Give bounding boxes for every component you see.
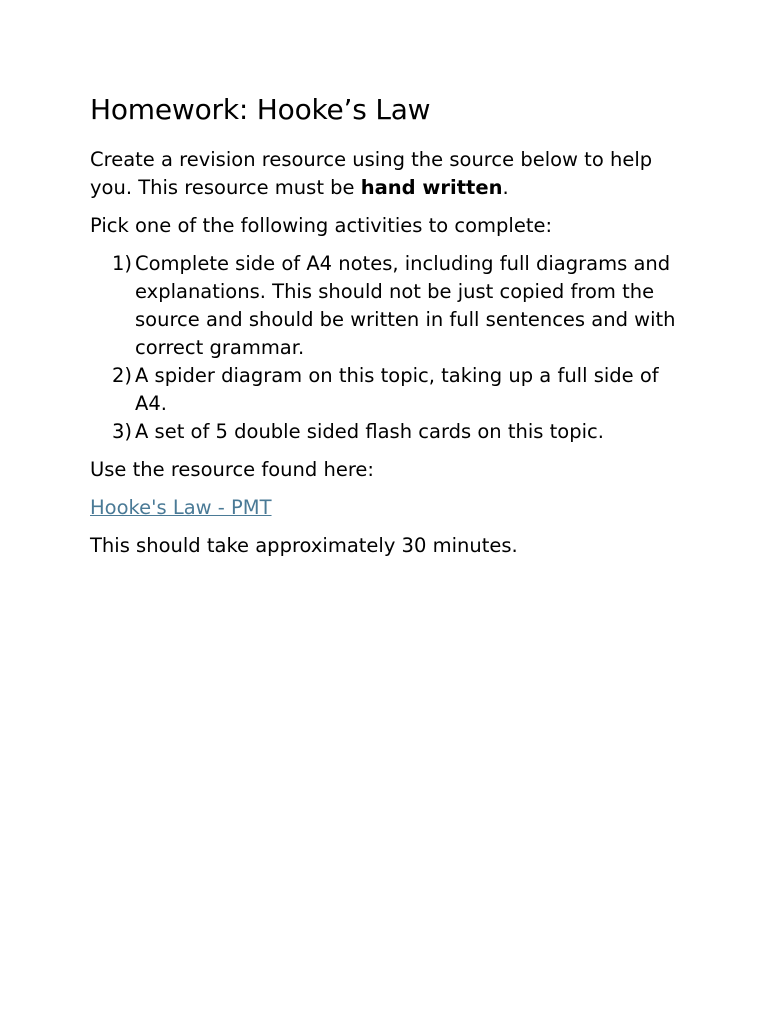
pick-instruction: Pick one of the following activities to complete: bbox=[90, 214, 553, 237]
resource-instruction: Use the resource found here: bbox=[90, 458, 374, 481]
list-item-number: 3) bbox=[112, 420, 133, 443]
list-item bbox=[90, 250, 690, 362]
activity-list bbox=[90, 250, 690, 446]
duration-note: This should take approximately 30 minutes. bbox=[90, 534, 518, 557]
link-paragraph bbox=[90, 494, 690, 522]
list-item-number: 1) bbox=[112, 252, 133, 275]
intro-bold-text: hand written bbox=[360, 176, 503, 199]
intro-paragraph bbox=[90, 146, 690, 202]
intro-text: Create a revision resource using the source below to help you. This resource must be bbox=[90, 148, 653, 199]
resource-link[interactable]: Hooke's Law - PMT bbox=[90, 496, 272, 519]
page-title: Homework: Hooke’s Law bbox=[90, 93, 431, 126]
list-item bbox=[90, 418, 690, 446]
list-item-number: 2) bbox=[112, 364, 133, 387]
intro-end-text: . bbox=[502, 176, 509, 199]
list-item bbox=[90, 362, 690, 418]
document-page bbox=[90, 92, 690, 560]
list-item-text: A set of 5 double sided flash cards on this topic. bbox=[135, 420, 604, 443]
list-item-text: Complete side of A4 notes, including full diagrams and explanations. This should not be just copied from the source and should be written in full sentences and with correct grammar. bbox=[135, 252, 676, 359]
list-item-text: A spider diagram on this topic, taking up a full side of A4. bbox=[135, 364, 659, 415]
